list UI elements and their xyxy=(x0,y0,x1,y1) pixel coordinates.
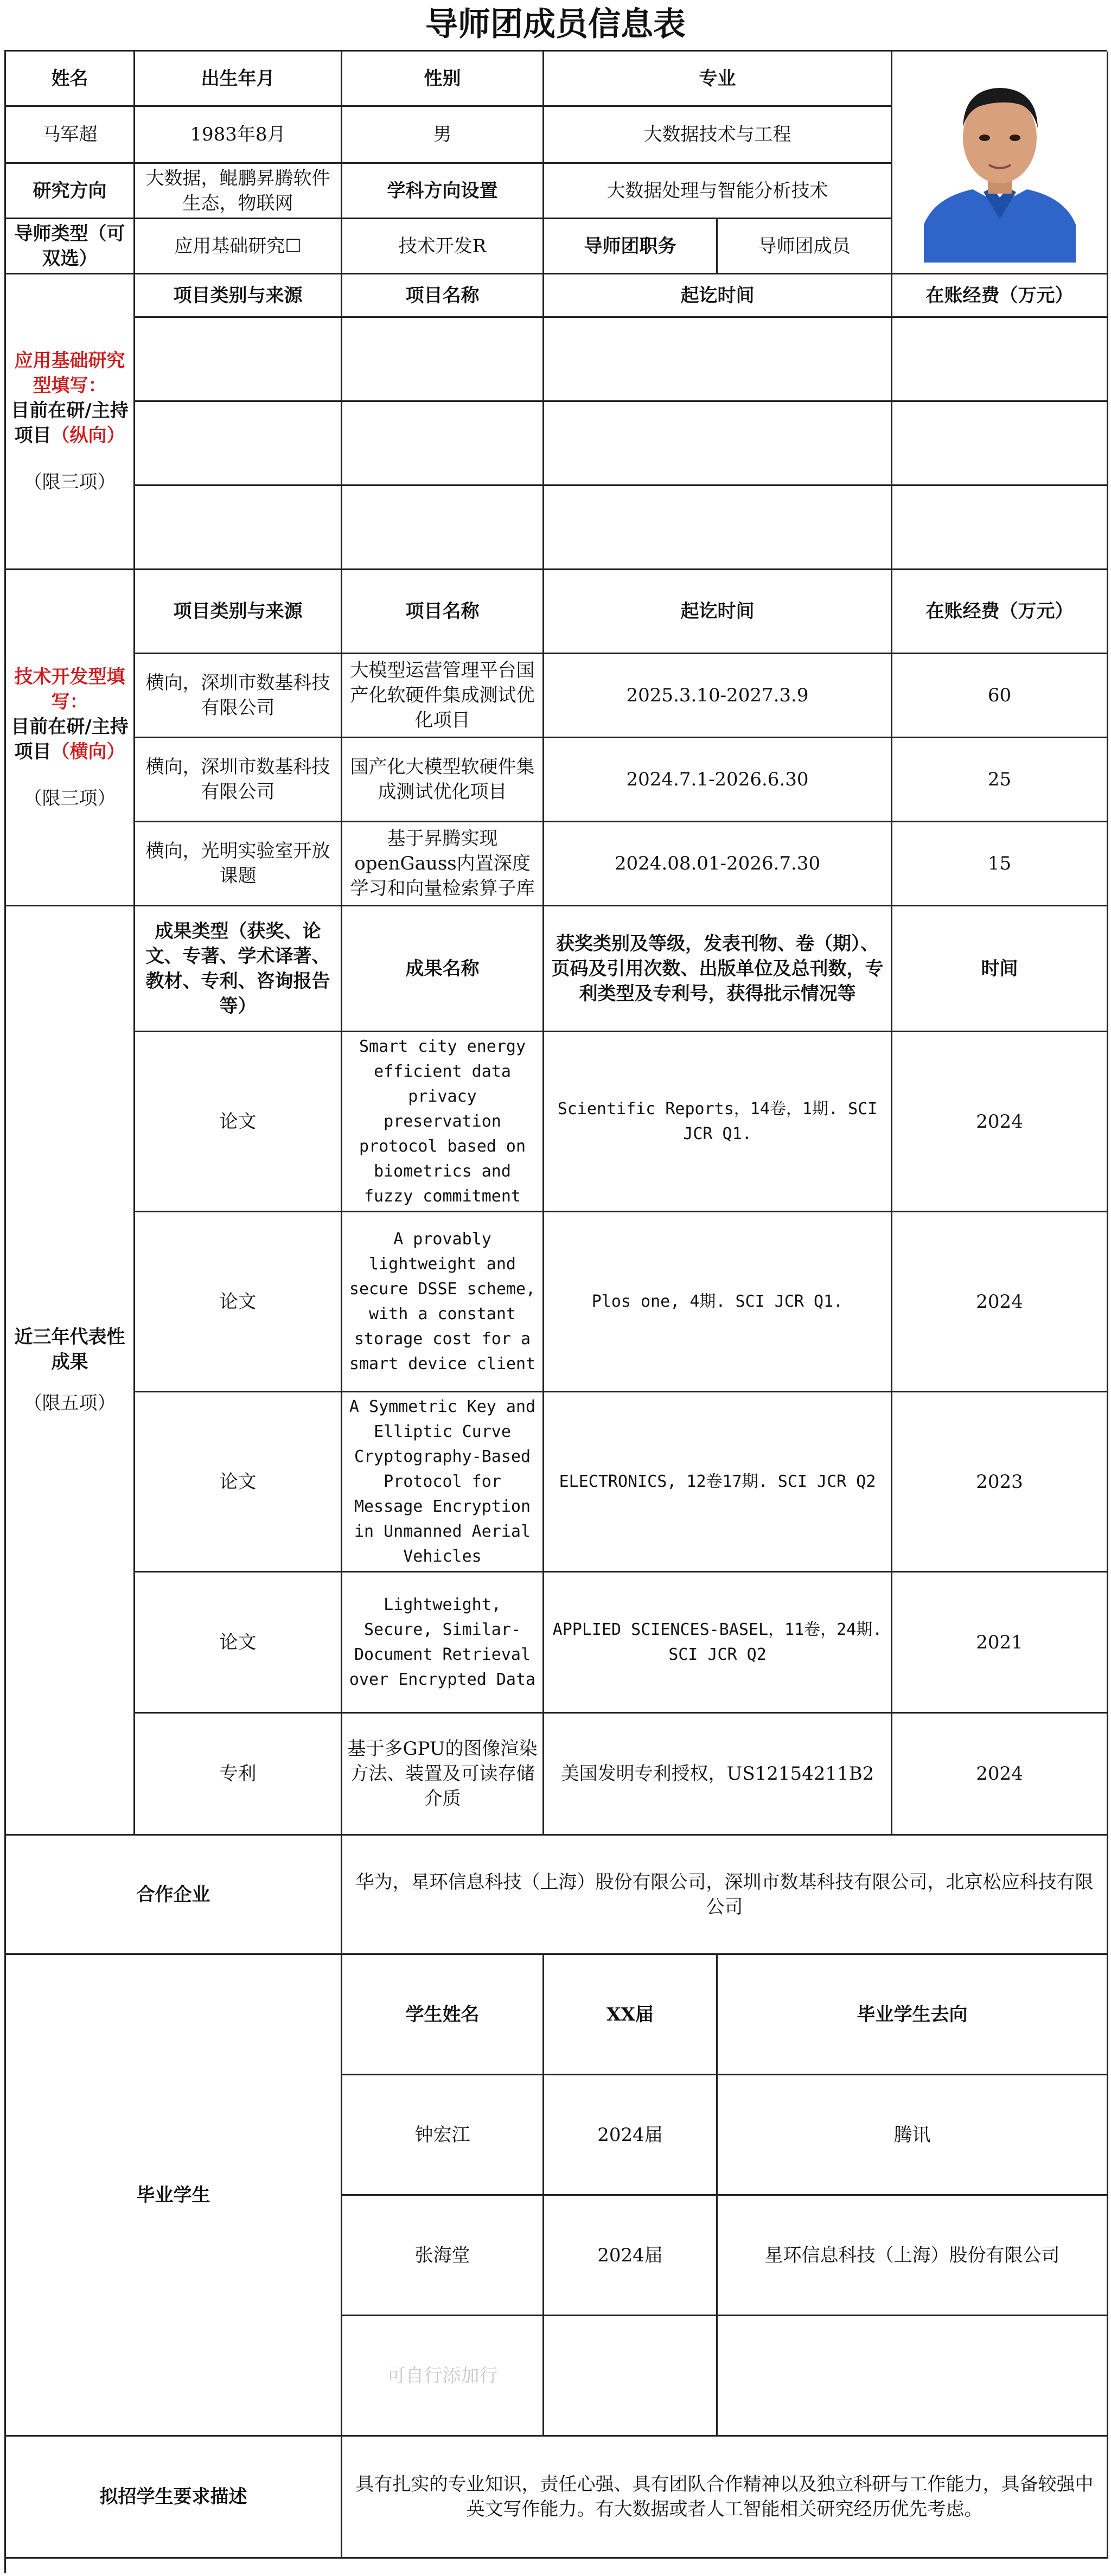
type-tech-checkbox[interactable]: 技术开发R xyxy=(342,219,544,274)
ach-row-time: 2024 xyxy=(892,1212,1108,1392)
br-cell[interactable] xyxy=(544,486,892,570)
br-cell[interactable] xyxy=(892,402,1108,486)
ach-row-type: 论文 xyxy=(135,1212,342,1392)
grad-row-dest: 腾讯 xyxy=(718,2075,1108,2196)
td-row-type: 横向，深圳市数基科技有限公司 xyxy=(135,654,342,738)
br-cell[interactable] xyxy=(342,486,544,570)
discipline-value: 大数据处理与智能分析技术 xyxy=(544,164,892,219)
header-name: 姓名 xyxy=(6,52,135,107)
br-cell[interactable] xyxy=(544,318,892,402)
partners-value: 华为，星环信息科技（上海）股份有限公司，深圳市数基科技有限公司，北京松应科技有限公司 xyxy=(342,1836,1108,1955)
td-row-name: 基于昇腾实现openGauss内置深度学习和向量检索算子库 xyxy=(342,822,544,906)
td-header-name: 项目名称 xyxy=(342,570,544,654)
grad-header-name: 学生姓名 xyxy=(342,1955,544,2075)
tech-dev-sub: 目前在研/主持项目 xyxy=(11,715,129,763)
br-header-name: 项目名称 xyxy=(342,274,544,318)
type-basic-checkbox[interactable]: 应用基础研究☐ xyxy=(135,219,342,274)
header-birth: 出生年月 xyxy=(135,52,342,107)
tech-dev-horizontal: （横向） xyxy=(51,740,125,763)
br-header-funds: 在账经费（万元） xyxy=(892,274,1108,318)
td-row-period: 2024.08.01-2026.7.30 xyxy=(544,822,892,906)
td-row-name: 大模型运营管理平台国产化软硬件集成测试优化项目 xyxy=(342,654,544,738)
br-cell[interactable] xyxy=(544,402,892,486)
br-cell[interactable] xyxy=(135,402,342,486)
grad-row-year: 2024届 xyxy=(544,2196,718,2316)
br-cell[interactable] xyxy=(135,486,342,570)
achievements-limit: （限五项） xyxy=(23,1392,116,1414)
td-row-funds: 60 xyxy=(892,654,1108,738)
grad-row-dest: 星环信息科技（上海）股份有限公司 xyxy=(718,2196,1108,2316)
td-header-type: 项目类别与来源 xyxy=(135,570,342,654)
br-header-type: 项目类别与来源 xyxy=(135,274,342,318)
basic-research-label xyxy=(6,274,135,570)
br-cell[interactable] xyxy=(342,318,544,402)
page-title: 导师团成员信息表 xyxy=(425,5,686,43)
td-row-funds: 25 xyxy=(892,738,1108,822)
br-cell[interactable] xyxy=(342,402,544,486)
ach-row-detail: 美国发明专利授权，US12154211B2 xyxy=(544,1714,892,1836)
ach-row-name: Smart city energy efficient data privacy preservation protocol based on biometrics and fuzzy commitment xyxy=(342,1032,544,1212)
header-gender: 性别 xyxy=(342,52,544,107)
ach-row-name: A provably lightweight and secure DSSE scheme, with a constant storage cost for a smart device client xyxy=(342,1212,544,1392)
td-row-type: 横向，光明实验室开放课题 xyxy=(135,822,342,906)
header-discipline: 学科方向设置 xyxy=(342,164,544,219)
requirements-label: 拟招学生要求描述 xyxy=(6,2437,342,2559)
ach-header-type: 成果类型（获奖、论文、专著、学术译著、教材、专利、咨询报告等） xyxy=(135,906,342,1032)
ach-row-name: 基于多GPU的图像渲染方法、装置及可读存储介质 xyxy=(342,1714,544,1836)
basic-research-title: 应用基础研究型填写： xyxy=(14,350,125,397)
info-table xyxy=(4,50,1107,2573)
partners-label: 合作企业 xyxy=(6,1836,342,1955)
br-header-period: 起讫时间 xyxy=(544,274,892,318)
ach-row-time: 2023 xyxy=(892,1392,1108,1573)
tech-dev-label xyxy=(6,570,135,906)
ach-row-detail: Plos one, 4期. SCI JCR Q1. xyxy=(544,1212,892,1392)
ach-row-time: 2021 xyxy=(892,1573,1108,1714)
ach-row-name: A Symmetric Key and Elliptic Curve Cryptography-Based Protocol for Message Encryption in Unmanned Aerial Vehicles xyxy=(342,1392,544,1573)
grad-header-dest: 毕业学生去向 xyxy=(718,1955,1108,2075)
research-value: 大数据，鲲鹏昇腾软件生态，物联网 xyxy=(135,164,342,219)
gender-value: 男 xyxy=(342,107,544,164)
td-row-funds: 15 xyxy=(892,822,1108,906)
br-cell[interactable] xyxy=(892,318,1108,402)
tech-dev-limit: （限三项） xyxy=(23,787,116,809)
ach-row-type: 论文 xyxy=(135,1573,342,1714)
ach-row-name: Lightweight, Secure, Similar-Document Retrieval over Encrypted Data xyxy=(342,1573,544,1714)
td-row-name: 国产化大模型软硬件集成测试优化项目 xyxy=(342,738,544,822)
name-value: 马军超 xyxy=(6,107,135,164)
basic-research-limit: （限三项） xyxy=(23,471,116,493)
tech-dev-title: 技术开发型填写： xyxy=(14,666,125,713)
grad-row-name: 钟宏江 xyxy=(342,2075,544,2196)
grad-empty-cell[interactable] xyxy=(718,2316,1108,2437)
ach-row-detail: Scientific Reports，14卷，1期. SCI JCR Q1. xyxy=(544,1032,892,1212)
ach-row-type: 论文 xyxy=(135,1032,342,1212)
ach-header-name: 成果名称 xyxy=(342,906,544,1032)
grad-add-row-hint[interactable]: 可自行添加行 xyxy=(342,2316,544,2437)
role-value: 导师团成员 xyxy=(718,219,892,274)
ach-row-detail: APPLIED SCIENCES-BASEL，11卷，24期. SCI JCR Q2 xyxy=(544,1573,892,1714)
ach-row-time: 2024 xyxy=(892,1032,1108,1212)
ach-row-time: 2024 xyxy=(892,1714,1108,1836)
td-row-period: 2025.3.10-2027.3.9 xyxy=(544,654,892,738)
basic-research-sub: 目前在研/主持项目 xyxy=(11,400,129,446)
grad-header-year: XX届 xyxy=(544,1955,718,2075)
td-row-type: 横向，深圳市数基科技有限公司 xyxy=(135,738,342,822)
header-role: 导师团职务 xyxy=(544,219,718,274)
header-major: 专业 xyxy=(544,52,892,107)
td-header-period: 起讫时间 xyxy=(544,570,892,654)
header-advisor-type: 导师类型（可双选） xyxy=(6,219,135,274)
ach-header-time: 时间 xyxy=(892,906,1108,1032)
ach-header-detail: 获奖类别及等级，发表刊物、卷（期）、页码及引用次数、出版单位及总刊数，专利类型及专利号，获得批示情况等 xyxy=(544,906,892,1032)
graduates-label: 毕业学生 xyxy=(6,1955,342,2437)
grad-row-name: 张海堂 xyxy=(342,2196,544,2316)
avatar xyxy=(913,62,1087,263)
grad-row-year: 2024届 xyxy=(544,2075,718,2196)
td-header-funds: 在账经费（万元） xyxy=(892,570,1108,654)
ach-row-type: 论文 xyxy=(135,1392,342,1573)
basic-research-vertical: （纵向） xyxy=(51,425,125,446)
profile-photo xyxy=(892,52,1108,274)
achievements-label xyxy=(6,906,135,1836)
ach-row-type: 专利 xyxy=(135,1714,342,1836)
requirements-value: 具有扎实的专业知识，责任心强、具有团队合作精神以及独立科研与工作能力，具备较强中英文写作能力。有大数据或者人工智能相关研究经历优先考虑。 xyxy=(342,2437,1108,2559)
br-cell[interactable] xyxy=(892,486,1108,570)
grad-empty-cell[interactable] xyxy=(544,2316,718,2437)
major-value: 大数据技术与工程 xyxy=(544,107,892,164)
header-research: 研究方向 xyxy=(6,164,135,219)
br-cell[interactable] xyxy=(135,318,342,402)
ach-row-detail: ELECTRONICS, 12卷17期. SCI JCR Q2 xyxy=(544,1392,892,1573)
td-row-period: 2024.7.1-2026.6.30 xyxy=(544,738,892,822)
achievements-title: 近三年代表性成果 xyxy=(14,1326,125,1373)
birth-value: 1983年8月 xyxy=(135,107,342,164)
